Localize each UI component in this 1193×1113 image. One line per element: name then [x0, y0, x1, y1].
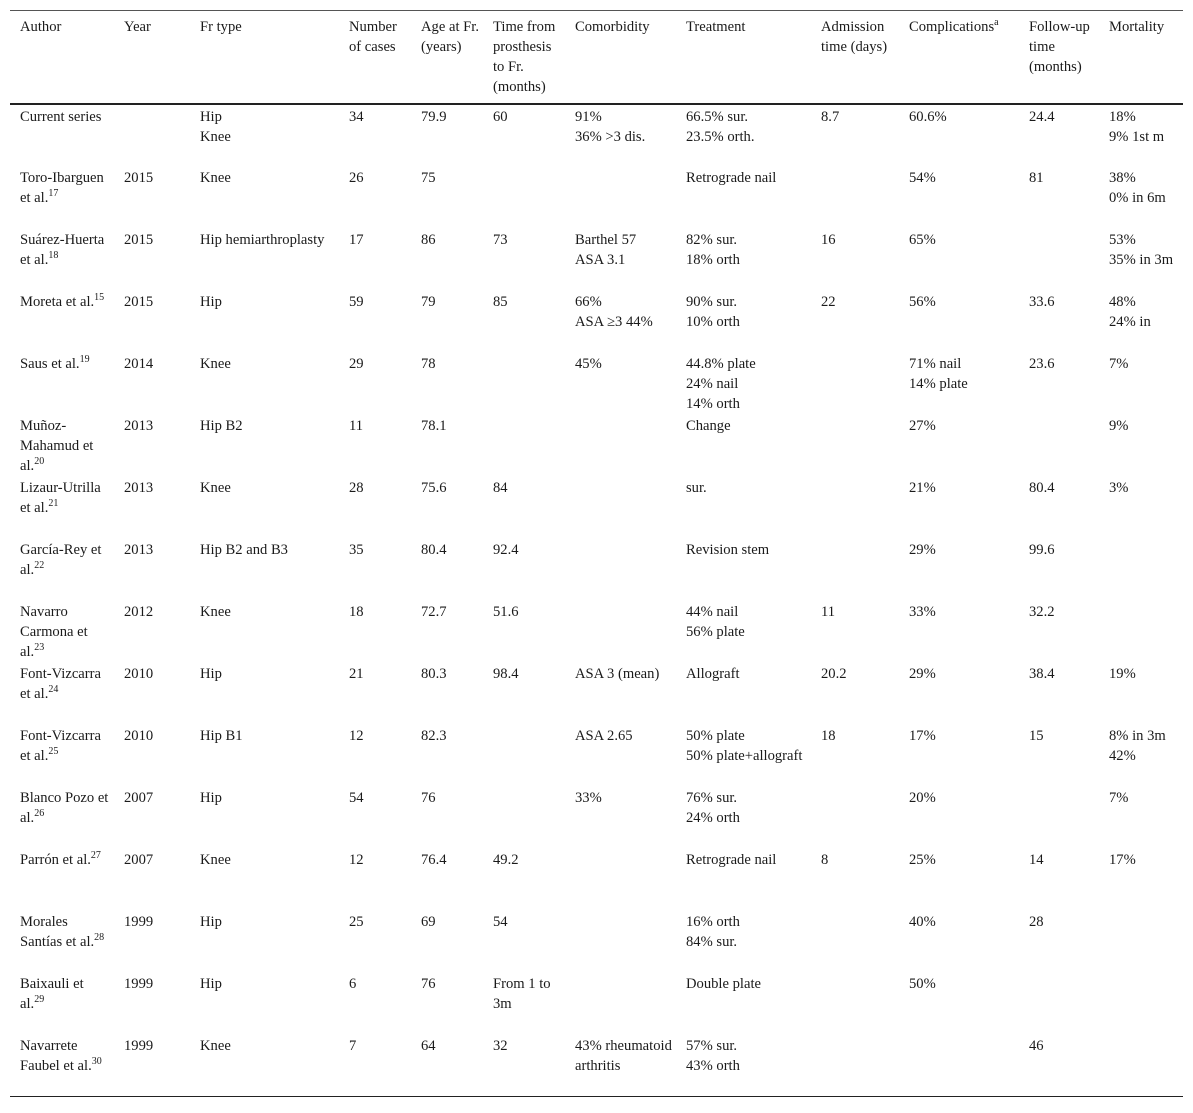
cell-year: 2013 — [124, 542, 154, 558]
table-row — [10, 228, 1183, 290]
cell-mortality: 53% 35% in 3m — [1109, 232, 1174, 268]
cell-followup: 38.4 — [1029, 666, 1055, 682]
cell-author: Font-Vizcarra et al.$^{25}$ — [20, 728, 101, 764]
cell-complications — [899, 1034, 1019, 1096]
cell-cases: 12 — [349, 852, 364, 868]
table-row — [10, 166, 1183, 228]
cell-admission — [811, 166, 899, 228]
cell-admission — [811, 786, 899, 848]
cell-admission — [811, 476, 899, 538]
cell-mortality: 3% — [1109, 480, 1129, 496]
cell-time: 54 — [493, 914, 508, 930]
cell-mortality — [1099, 910, 1183, 972]
cell-mortality: 7% — [1109, 356, 1129, 372]
col-header-admission: Admission time (days) — [821, 19, 888, 55]
cell-year: 1999 — [124, 976, 154, 992]
cell-fr-type: Hip B2 and B3 — [200, 542, 288, 558]
cell-mortality: 8% in 3m 42% — [1109, 728, 1166, 764]
col-header-age: Age at Fr. (years) — [421, 19, 479, 55]
cell-author: Muñoz-Mahamud et al.$^{20}$ — [20, 418, 94, 474]
cell-treatment: Retrograde nail — [686, 170, 777, 186]
cell-cases: 28 — [349, 480, 364, 496]
cell-mortality — [1099, 600, 1183, 662]
cell-treatment: Retrograde nail — [686, 852, 777, 868]
cell-comorbidity: ASA 3 (mean) — [575, 666, 660, 682]
cell-comorbidity — [565, 600, 676, 662]
cell-admission — [811, 538, 899, 600]
cell-mortality — [1099, 538, 1183, 600]
cell-followup: 32.2 — [1029, 604, 1055, 620]
cell-complications: 33% — [909, 604, 936, 620]
cell-admission — [811, 414, 899, 476]
col-header-cases: Number of cases — [349, 19, 397, 55]
cell-comorbidity: 91% 36% >3 dis. — [575, 109, 646, 145]
col-header-fr-type: Fr type — [200, 19, 242, 35]
cell-comorbidity — [565, 538, 676, 600]
cell-year: 2007 — [124, 852, 154, 868]
table-row — [10, 104, 1183, 166]
col-header-mortality: Mortality — [1109, 19, 1165, 35]
col-header-followup: Follow-up time (months) — [1029, 19, 1090, 75]
cell-year: 2013 — [124, 480, 154, 496]
cell-mortality: 38% 0% in 6m — [1109, 170, 1166, 206]
cell-age: 82.3 — [421, 728, 447, 744]
cell-complications: 25% — [909, 852, 936, 868]
cell-comorbidity: 43% rheumatoid arthritis — [575, 1038, 672, 1074]
cell-admission: 20.2 — [821, 666, 847, 682]
reference-number: 21 — [48, 498, 59, 510]
cell-cases: 25 — [349, 914, 364, 930]
cell-admission — [811, 352, 899, 414]
cell-time — [483, 724, 565, 786]
cell-cases: 34 — [349, 109, 364, 125]
cell-fr-type: Hip — [200, 294, 222, 310]
table-row — [10, 600, 1183, 662]
cell-year: 2007 — [124, 790, 154, 806]
cell-age: 76 — [421, 976, 436, 992]
cell-time: 98.4 — [493, 666, 519, 682]
cell-author: Parrón et al.$^{27}$ — [20, 850, 101, 868]
table-body — [10, 104, 1183, 1096]
cell-fr-type: Knee — [200, 170, 231, 186]
cell-year: 2010 — [124, 666, 154, 682]
cell-author: Font-Vizcarra et al.$^{24}$ — [20, 666, 101, 702]
cell-complications: 29% — [909, 542, 936, 558]
cell-followup: 15 — [1029, 728, 1044, 744]
cell-fr-type: Hip B1 — [200, 728, 243, 744]
reference-number: 24 — [48, 684, 59, 696]
cell-fr-type: Knee — [200, 480, 231, 496]
cell-age: 75.6 — [421, 480, 447, 496]
cell-year: 1999 — [124, 1038, 154, 1054]
cell-age: 76 — [421, 790, 436, 806]
reference-number: 27 — [90, 850, 101, 862]
cell-mortality: 9% — [1109, 418, 1129, 434]
cell-time — [483, 786, 565, 848]
cell-age: 79 — [421, 294, 436, 310]
cell-followup: 80.4 — [1029, 480, 1055, 496]
cell-age: 76.4 — [421, 852, 447, 868]
cell-treatment: 57% sur. 43% orth — [686, 1038, 740, 1074]
cell-comorbidity — [565, 848, 676, 910]
cell-age: 79.9 — [421, 109, 447, 125]
cell-followup — [1019, 414, 1099, 476]
cell-time — [483, 352, 565, 414]
cell-complications: 50% — [909, 976, 936, 992]
cell-author: Blanco Pozo et al.$^{26}$ — [20, 790, 109, 826]
cell-year: 2013 — [124, 418, 154, 434]
cell-followup: 99.6 — [1029, 542, 1055, 558]
cell-cases: 6 — [349, 976, 357, 992]
cell-time — [483, 414, 565, 476]
reference-number: 26 — [34, 808, 45, 820]
cell-age: 78 — [421, 356, 436, 372]
cell-cases: 7 — [349, 1038, 357, 1054]
cell-complications: 29% — [909, 666, 936, 682]
cell-author: Navarrete Faubel et al.$^{30}$ — [20, 1038, 102, 1074]
table-row — [10, 662, 1183, 724]
cell-complications: 65% — [909, 232, 936, 248]
cell-fr-type: Hip hemiarthroplasty — [200, 232, 325, 248]
cell-time: From 1 to 3m — [493, 976, 551, 1012]
cell-treatment: Change — [686, 418, 731, 434]
cell-fr-type: Knee — [200, 604, 231, 620]
cell-cases: 26 — [349, 170, 364, 186]
cell-fr-type: Hip Knee — [200, 109, 231, 145]
cell-complications: 27% — [909, 418, 936, 434]
cell-comorbidity: Barthel 57 ASA 3.1 — [575, 232, 637, 268]
cell-followup: 23.6 — [1029, 356, 1055, 372]
table-row — [10, 1034, 1183, 1096]
reference-number: 30 — [91, 1056, 102, 1068]
col-header-complications: Complications$^a$ — [909, 17, 999, 35]
cell-age: 78.1 — [421, 418, 447, 434]
cell-author: Moreta et al.$^{15}$ — [20, 292, 105, 310]
cell-fr-type: Hip — [200, 976, 222, 992]
table-row — [10, 724, 1183, 786]
cell-cases: 11 — [349, 418, 364, 434]
reference-number: 19 — [79, 354, 90, 366]
cell-comorbidity — [565, 476, 676, 538]
cell-followup: 46 — [1029, 1038, 1044, 1054]
cell-followup: 14 — [1029, 852, 1044, 868]
cell-author: Navarro Carmona et al.$^{23}$ — [20, 604, 88, 660]
cell-complications: 17% — [909, 728, 936, 744]
reference-number: 25 — [48, 746, 59, 758]
cell-cases: 21 — [349, 666, 364, 682]
reference-number: 17 — [48, 188, 59, 200]
comparison-table — [10, 10, 1183, 1097]
table-row — [10, 972, 1183, 1034]
table-row — [10, 290, 1183, 352]
cell-complications: 21% — [909, 480, 936, 496]
cell-time: 85 — [493, 294, 508, 310]
cell-age: 80.4 — [421, 542, 447, 558]
cell-author: Morales Santías et al.$^{28}$ — [20, 914, 105, 950]
cell-time — [483, 166, 565, 228]
cell-fr-type: Hip — [200, 914, 222, 930]
cell-comorbidity — [565, 910, 676, 972]
cell-comorbidity: 66% ASA ≥3 44% — [575, 294, 653, 330]
cell-age: 80.3 — [421, 666, 447, 682]
cell-time: 92.4 — [493, 542, 519, 558]
cell-year: 2015 — [124, 170, 154, 186]
cell-admission: 11 — [821, 604, 836, 620]
comparison-table-container — [10, 10, 1183, 1097]
cell-treatment: 66.5% sur. 23.5% orth. — [686, 109, 755, 145]
table-row — [10, 848, 1183, 910]
table-row — [10, 352, 1183, 414]
cell-year: 1999 — [124, 914, 154, 930]
header-row — [10, 11, 1183, 105]
cell-complications: 20% — [909, 790, 936, 806]
cell-fr-type: Hip — [200, 790, 222, 806]
cell-author: Current series — [20, 109, 102, 125]
cell-treatment: Allograft — [686, 666, 740, 682]
cell-cases: 29 — [349, 356, 364, 372]
cell-time: 73 — [493, 232, 508, 248]
col-header-treatment: Treatment — [686, 19, 746, 35]
cell-time: 49.2 — [493, 852, 519, 868]
cell-comorbidity: 45% — [575, 356, 602, 372]
reference-number: 20 — [34, 456, 45, 468]
cell-year: 2010 — [124, 728, 154, 744]
cell-year: 2014 — [124, 356, 154, 372]
cell-mortality: 17% — [1109, 852, 1136, 868]
cell-complications: 56% — [909, 294, 936, 310]
cell-treatment: 16% orth 84% sur. — [686, 914, 740, 950]
cell-treatment: sur. — [686, 480, 707, 496]
cell-followup — [1019, 972, 1099, 1034]
cell-year: 2015 — [124, 232, 154, 248]
cell-treatment: Double plate — [686, 976, 761, 992]
cell-admission — [811, 972, 899, 1034]
cell-author: Lizaur-Utrilla et al.$^{21}$ — [20, 480, 101, 516]
cell-cases: 12 — [349, 728, 364, 744]
cell-author: Suárez-Huerta et al.$^{18}$ — [20, 232, 105, 268]
cell-cases: 18 — [349, 604, 364, 620]
cell-time: 51.6 — [493, 604, 519, 620]
footnote-marker: a — [994, 17, 999, 29]
cell-admission: 8 — [821, 852, 829, 868]
cell-treatment: 44.8% plate 24% nail 14% orth — [686, 356, 756, 412]
cell-mortality: 48% 24% in — [1109, 294, 1151, 330]
col-header-comorbidity: Comorbidity — [575, 19, 650, 35]
reference-number: 23 — [34, 642, 45, 654]
table-row — [10, 538, 1183, 600]
cell-complications: 54% — [909, 170, 936, 186]
cell-followup: 33.6 — [1029, 294, 1055, 310]
cell-mortality: 18% 9% 1st m — [1109, 109, 1165, 145]
cell-complications: 60.6% — [909, 109, 947, 125]
cell-followup — [1019, 786, 1099, 848]
col-header-time: Time from prosthesis to Fr. (months) — [493, 19, 556, 95]
cell-age: 75 — [421, 170, 436, 186]
cell-fr-type: Hip B2 — [200, 418, 243, 434]
cell-admission: 8.7 — [821, 109, 840, 125]
cell-complications: 40% — [909, 914, 936, 930]
cell-year — [114, 104, 190, 166]
cell-cases: 54 — [349, 790, 364, 806]
reference-number: 15 — [94, 292, 105, 304]
reference-number: 29 — [34, 994, 45, 1006]
cell-comorbidity: ASA 2.65 — [575, 728, 633, 744]
cell-age: 64 — [421, 1038, 436, 1054]
cell-followup: 28 — [1029, 914, 1044, 930]
cell-age: 86 — [421, 232, 436, 248]
col-header-year: Year — [124, 19, 151, 35]
cell-fr-type: Knee — [200, 1038, 231, 1054]
cell-author: Saus et al.$^{19}$ — [20, 354, 90, 372]
cell-comorbidity — [565, 166, 676, 228]
cell-treatment: Revision stem — [686, 542, 770, 558]
cell-author: García-Rey et al.$^{22}$ — [20, 542, 102, 578]
cell-comorbidity — [565, 972, 676, 1034]
table-row — [10, 786, 1183, 848]
table-row — [10, 414, 1183, 476]
cell-year: 2012 — [124, 604, 154, 620]
cell-followup: 81 — [1029, 170, 1044, 186]
cell-treatment: 76% sur. 24% orth — [686, 790, 740, 826]
cell-treatment: 90% sur. 10% orth — [686, 294, 740, 330]
cell-author: Toro-Ibarguen et al.$^{17}$ — [20, 170, 104, 206]
cell-age: 69 — [421, 914, 436, 930]
cell-mortality: 7% — [1109, 790, 1129, 806]
cell-admission: 18 — [821, 728, 836, 744]
cell-treatment: 50% plate 50% plate+allograft — [686, 728, 803, 764]
cell-cases: 17 — [349, 232, 364, 248]
cell-time: 32 — [493, 1038, 508, 1054]
cell-admission: 16 — [821, 232, 836, 248]
cell-complications: 71% nail 14% plate — [909, 356, 968, 392]
cell-admission: 22 — [821, 294, 836, 310]
reference-number: 22 — [34, 560, 45, 572]
cell-mortality — [1099, 972, 1183, 1034]
cell-followup — [1019, 228, 1099, 290]
table-row — [10, 476, 1183, 538]
cell-mortality — [1099, 1034, 1183, 1096]
cell-author: Baixauli et al.$^{29}$ — [20, 976, 84, 1012]
table-row — [10, 910, 1183, 972]
cell-time: 84 — [493, 480, 508, 496]
cell-comorbidity: 33% — [575, 790, 602, 806]
cell-year: 2015 — [124, 294, 154, 310]
cell-time: 60 — [493, 109, 508, 125]
reference-number: 18 — [48, 250, 59, 262]
cell-mortality: 19% — [1109, 666, 1136, 682]
col-header-author: Author — [20, 19, 62, 35]
cell-age: 72.7 — [421, 604, 447, 620]
cell-treatment: 82% sur. 18% orth — [686, 232, 740, 268]
cell-followup: 24.4 — [1029, 109, 1055, 125]
reference-number: 28 — [94, 932, 105, 944]
cell-fr-type: Hip — [200, 666, 222, 682]
cell-comorbidity — [565, 414, 676, 476]
cell-admission — [811, 910, 899, 972]
cell-cases: 35 — [349, 542, 364, 558]
cell-cases: 59 — [349, 294, 364, 310]
cell-admission — [811, 1034, 899, 1096]
cell-treatment: 44% nail 56% plate — [686, 604, 745, 640]
cell-fr-type: Knee — [200, 852, 231, 868]
cell-fr-type: Knee — [200, 356, 231, 372]
